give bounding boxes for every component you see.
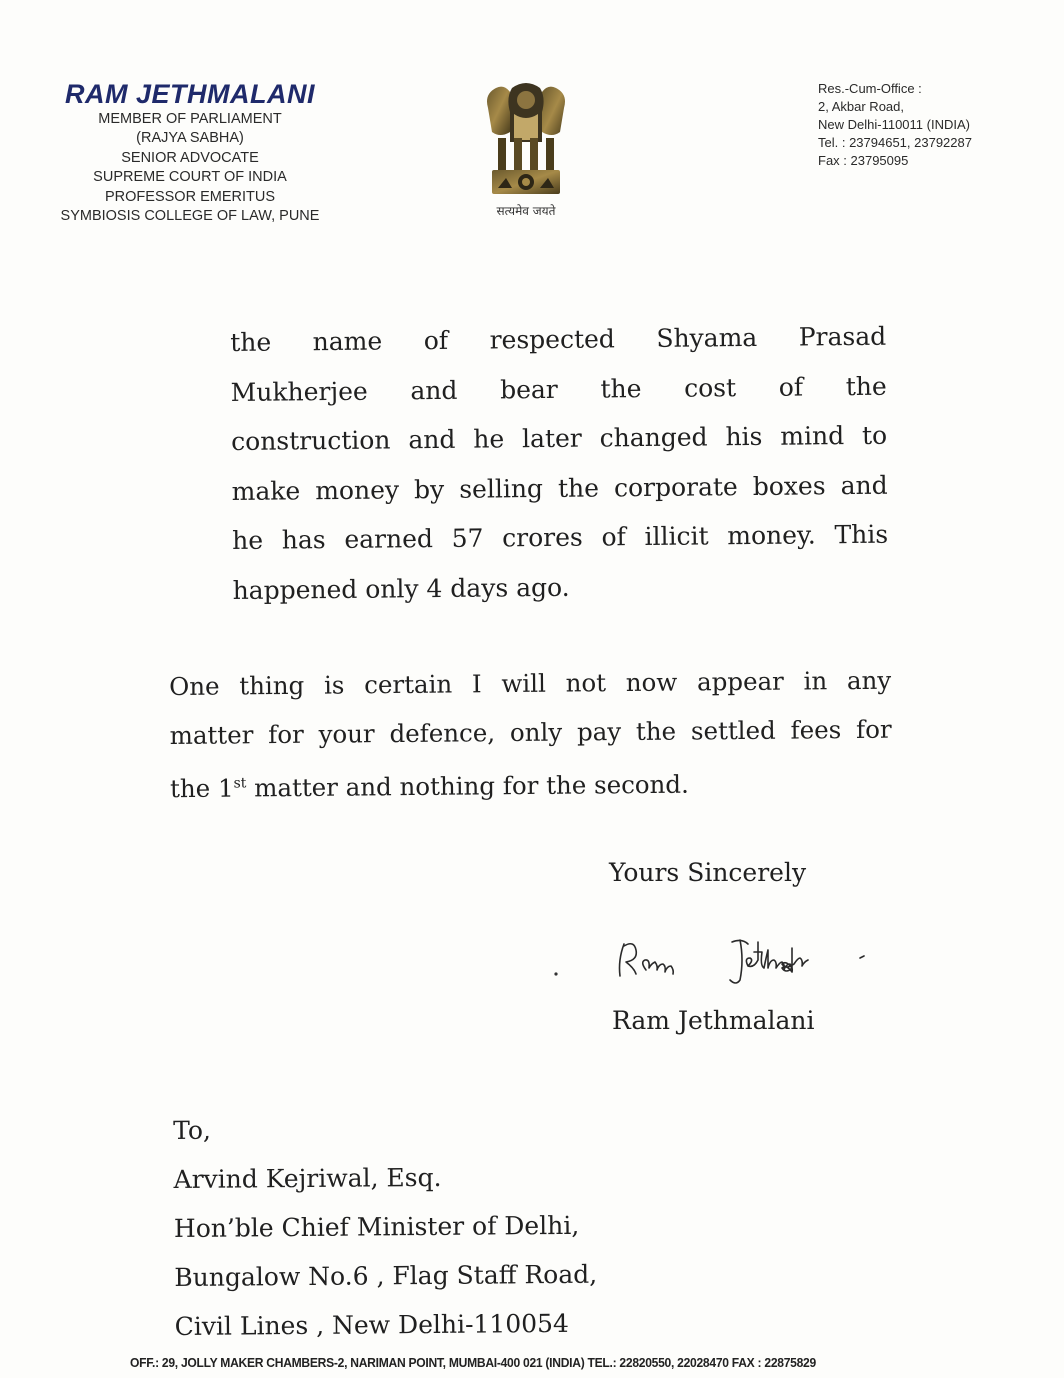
address-line: Hon’ble Chief Minister of Delhi, — [173, 1210, 580, 1243]
body-line: Mukherjee and bear the cost of the — [230, 371, 887, 407]
body-paragraph-2 — [169, 656, 892, 813]
address-line: Civil Lines , New Delhi-110054 — [174, 1308, 570, 1341]
letterhead-title: MEMBER OF PARLIAMENT — [98, 111, 282, 127]
letterhead-title: (RAJYA SABHA) — [136, 130, 244, 147]
office-fax: Fax : 23795095 — [818, 153, 909, 168]
body-line — [170, 754, 892, 813]
recipient-name: Arvind Kejriwal, Esq. — [173, 1162, 442, 1194]
body-text: the 1 — [169, 773, 234, 804]
letterhead-right — [818, 80, 1048, 170]
letterhead-left — [40, 78, 340, 226]
body-line: the name of respected Shyama Prasad — [230, 321, 887, 357]
letterhead-footer: OFF.: 29, JOLLY MAKER CHAMBERS-2, NARIMAN POINT, MUMBAI-400 021 (INDIA) TEL.: 22820550, 22028470 FAX : 22875829 — [130, 1355, 816, 1370]
letterhead-name: RAM JETHMALANI — [65, 79, 315, 109]
body-paragraph-1 — [230, 312, 889, 615]
body-line: One thing is certain I will not now appear in any — [169, 665, 892, 701]
body-text: matter and nothing for the second. — [246, 769, 689, 803]
office-phone: Tel. : 23794651, 23792287 — [818, 135, 972, 150]
body-line: matter for your defence, only pay the settled fees for — [169, 714, 892, 750]
letterhead-title: SENIOR ADVOCATE — [121, 149, 259, 166]
signer-name: Ram Jethmalani — [612, 1006, 815, 1035]
closing-salutation: Yours Sincerely — [609, 858, 807, 887]
address-line: Bungalow No.6 , Flag Staff Road, — [174, 1259, 598, 1292]
office-address-line: Res.-Cum-Office : — [818, 81, 922, 96]
letterhead-title: SUPREME COURT OF INDIA — [93, 169, 287, 186]
letterhead-title: SYMBIOSIS COLLEGE OF LAW, PUNE — [60, 208, 320, 225]
handwritten-signature — [550, 930, 900, 990]
body-line: happened only 4 days ago. — [232, 572, 570, 605]
office-address-line: 2, Akbar Road, — [818, 99, 904, 114]
address-line: To, — [173, 1115, 212, 1145]
emblem-motto: सत्यमेव जयते — [496, 204, 556, 218]
office-address-line: New Delhi-110011 (INDIA) — [818, 117, 970, 132]
letterhead-title: PROFESSOR EMERITUS — [105, 188, 275, 205]
body-line: make money by selling the corporate boxes and — [231, 470, 888, 506]
ordinal-suffix: st — [233, 775, 247, 792]
body-line: construction and he later changed his mind to — [231, 420, 888, 456]
body-line: he has earned 57 crores of illicit money. This — [231, 519, 889, 555]
recipient-address — [173, 1103, 598, 1351]
